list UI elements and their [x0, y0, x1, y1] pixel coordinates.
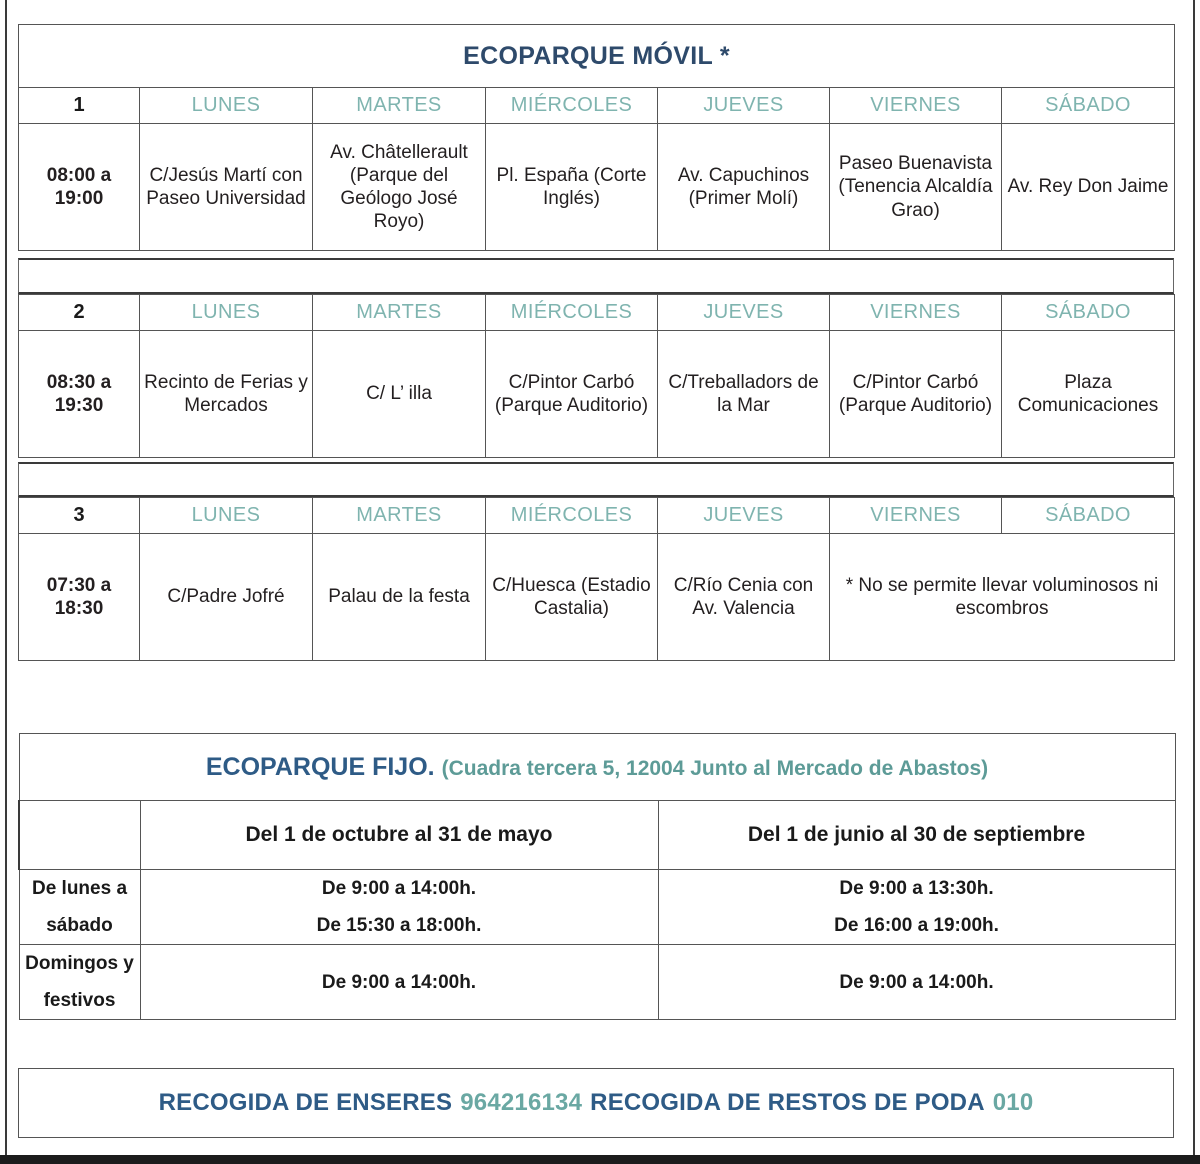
day-header-martes-1: [313, 88, 486, 124]
spacer-band-2: [18, 462, 1174, 497]
day-header-sabado-2: [1002, 295, 1175, 331]
location-cell: C/ L’ illa: [313, 331, 486, 458]
block-number-3: [19, 498, 140, 534]
movil-body-row-2: [19, 331, 1175, 458]
season-header-summer: Del 1 de junio al 30 de septiembre: [658, 801, 1175, 870]
movil-header-row-1: [19, 88, 1175, 124]
location-cell: Av. Châtellerault (Parque del Geólogo José Royo): [313, 124, 486, 251]
time-end: 19:30: [54, 395, 104, 416]
day-header-label: JUEVES: [703, 504, 784, 526]
footer-table: [18, 1068, 1174, 1138]
block-number-label: 1: [73, 94, 85, 116]
day-header-label: MIÉRCOLES: [510, 504, 633, 526]
fijo-season-header-row: [19, 801, 1175, 870]
footer-enseres-phone[interactable]: 964216134: [460, 1089, 583, 1116]
footer-enseres-label: RECOGIDA DE ENSERES: [158, 1089, 453, 1116]
day-header-label: LUNES: [191, 504, 261, 526]
location-cell: Paseo Buenavista (Tenencia Alcaldía Grao): [830, 124, 1002, 251]
season-header-winter: Del 1 de octubre al 31 de mayo: [140, 801, 658, 870]
fijo-hours-summer-weekdays: [658, 870, 1175, 945]
fijo-title-main: ECOPARQUE FIJO.: [205, 752, 435, 781]
fijo-hours-winter-sundays: De 9:00 a 14:00h.: [140, 945, 658, 1020]
page-border-right: [1193, 0, 1195, 1157]
day-header-label: VIERNES: [870, 94, 961, 116]
day-header-lunes-1: [140, 88, 313, 124]
day-header-miercoles-3: [486, 498, 658, 534]
movil-title: ECOPARQUE MÓVIL *: [463, 41, 730, 70]
movil-body-row-3: [19, 534, 1175, 661]
day-header-martes-2: [313, 295, 486, 331]
day-header-label: SÁBADO: [1045, 94, 1131, 116]
location-cell: Av. Capuchinos (Primer Molí): [658, 124, 830, 251]
time-range-3: [19, 534, 140, 661]
day-header-label: MARTES: [356, 94, 442, 116]
movil-title-cell: [19, 25, 1175, 88]
movil-body-row-1: [19, 124, 1175, 251]
movil-title-row: [19, 25, 1175, 88]
day-header-label: MIÉRCOLES: [510, 301, 633, 323]
hours-line: De 15:30 a 18:00h.: [316, 915, 482, 937]
fijo-hours-summer-sundays: De 9:00 a 14:00h.: [658, 945, 1175, 1020]
location-cell: Plaza Comunicaciones: [1002, 331, 1175, 458]
day-header-jueves-1: [658, 88, 830, 124]
fijo-row-sundays: [19, 945, 1175, 1020]
ecoparque-movil-block-3: [18, 497, 1174, 661]
day-header-jueves-3: [658, 498, 830, 534]
time-start: 08:00 a: [46, 164, 112, 186]
hours-line: De 9:00 a 14:00h.: [321, 878, 477, 899]
day-header-viernes-2: [830, 295, 1002, 331]
day-header-label: LUNES: [191, 94, 261, 116]
location-cell: C/Pintor Carbó (Parque Auditorio): [830, 331, 1002, 458]
day-header-sabado-3: [1002, 498, 1175, 534]
movil-header-row-2: [19, 295, 1175, 331]
day-header-label: JUEVES: [703, 94, 784, 116]
restriction-note: * No se permite llevar voluminosos ni escombros: [830, 534, 1175, 661]
day-header-lunes-2: [140, 295, 313, 331]
location-cell: Av. Rey Don Jaime: [1002, 124, 1175, 251]
day-header-label: JUEVES: [703, 301, 784, 323]
location-cell: C/Huesca (Estadio Castalia): [486, 534, 658, 661]
block-number-2: [19, 295, 140, 331]
spacer-band-1: [18, 258, 1174, 294]
day-header-label: MIÉRCOLES: [510, 94, 633, 116]
fijo-title-cell: [19, 734, 1175, 801]
day-header-label: VIERNES: [870, 301, 961, 323]
hours-line: De 16:00 a 19:00h.: [834, 915, 999, 937]
block-number-label: 2: [73, 301, 85, 323]
footer-block: [18, 1068, 1174, 1138]
day-header-label: SÁBADO: [1045, 301, 1131, 323]
day-header-sabado-1: [1002, 88, 1175, 124]
day-header-lunes-3: [140, 498, 313, 534]
ecoparque-movil-block-1: [18, 24, 1174, 251]
location-cell: Pl. España (Corte Inglés): [486, 124, 658, 251]
movil-table-3: [18, 497, 1175, 661]
fijo-row-weekdays: [19, 870, 1175, 945]
footer-row: [19, 1069, 1174, 1138]
location-cell: C/Río Cenia con Av. Valencia: [658, 534, 830, 661]
block-number-label: 3: [73, 504, 85, 526]
footer-poda-phone[interactable]: 010: [992, 1089, 1034, 1116]
time-start: 08:30 a: [46, 371, 112, 393]
movil-table-1: [18, 24, 1175, 251]
location-cell: Recinto de Ferias y Mercados: [140, 331, 313, 458]
location-cell: C/Padre Jofré: [140, 534, 313, 661]
day-header-label: SÁBADO: [1045, 504, 1131, 526]
day-header-jueves-2: [658, 295, 830, 331]
page-border-left: [5, 0, 7, 1157]
page-border-bottom: [0, 1155, 1200, 1164]
location-cell: Palau de la festa: [313, 534, 486, 661]
time-end: 18:30: [54, 598, 104, 619]
fijo-corner-cell: [19, 801, 140, 870]
movil-header-row-3: [19, 498, 1175, 534]
footer-poda-label: RECOGIDA DE RESTOS DE PODA: [590, 1089, 985, 1116]
time-end: 19:00: [54, 188, 104, 209]
hours-line: De 9:00 a 13:30h.: [839, 878, 994, 899]
ecoparque-fijo-block: [18, 733, 1174, 1020]
time-range-2: [19, 331, 140, 458]
location-cell: C/Jesús Martí con Paseo Universidad: [140, 124, 313, 251]
fijo-title-row: [19, 734, 1175, 801]
day-header-label: VIERNES: [870, 504, 961, 526]
time-start: 07:30 a: [46, 574, 112, 596]
movil-table-2: [18, 294, 1175, 458]
block-number-1: [19, 88, 140, 124]
fijo-title-sub: (Cuadra tercera 5, 12004 Junto al Mercado de Abastos): [441, 756, 989, 780]
fijo-hours-winter-weekdays: [140, 870, 658, 945]
ecoparque-movil-block-2: [18, 294, 1174, 458]
fijo-row-label-weekdays: De lunes a sábado: [19, 870, 140, 945]
location-cell: C/Pintor Carbó (Parque Auditorio): [486, 331, 658, 458]
day-header-miercoles-1: [486, 88, 658, 124]
time-range-1: [19, 124, 140, 251]
fijo-table: [18, 733, 1176, 1020]
footer-cell: [19, 1069, 1174, 1138]
fijo-row-label-sundays: Domingos y festivos: [19, 945, 140, 1020]
day-header-label: LUNES: [191, 301, 261, 323]
day-header-viernes-3: [830, 498, 1002, 534]
day-header-label: MARTES: [356, 504, 442, 526]
day-header-martes-3: [313, 498, 486, 534]
day-header-miercoles-2: [486, 295, 658, 331]
location-cell: C/Treballadors de la Mar: [658, 331, 830, 458]
day-header-viernes-1: [830, 88, 1002, 124]
day-header-label: MARTES: [356, 301, 442, 323]
